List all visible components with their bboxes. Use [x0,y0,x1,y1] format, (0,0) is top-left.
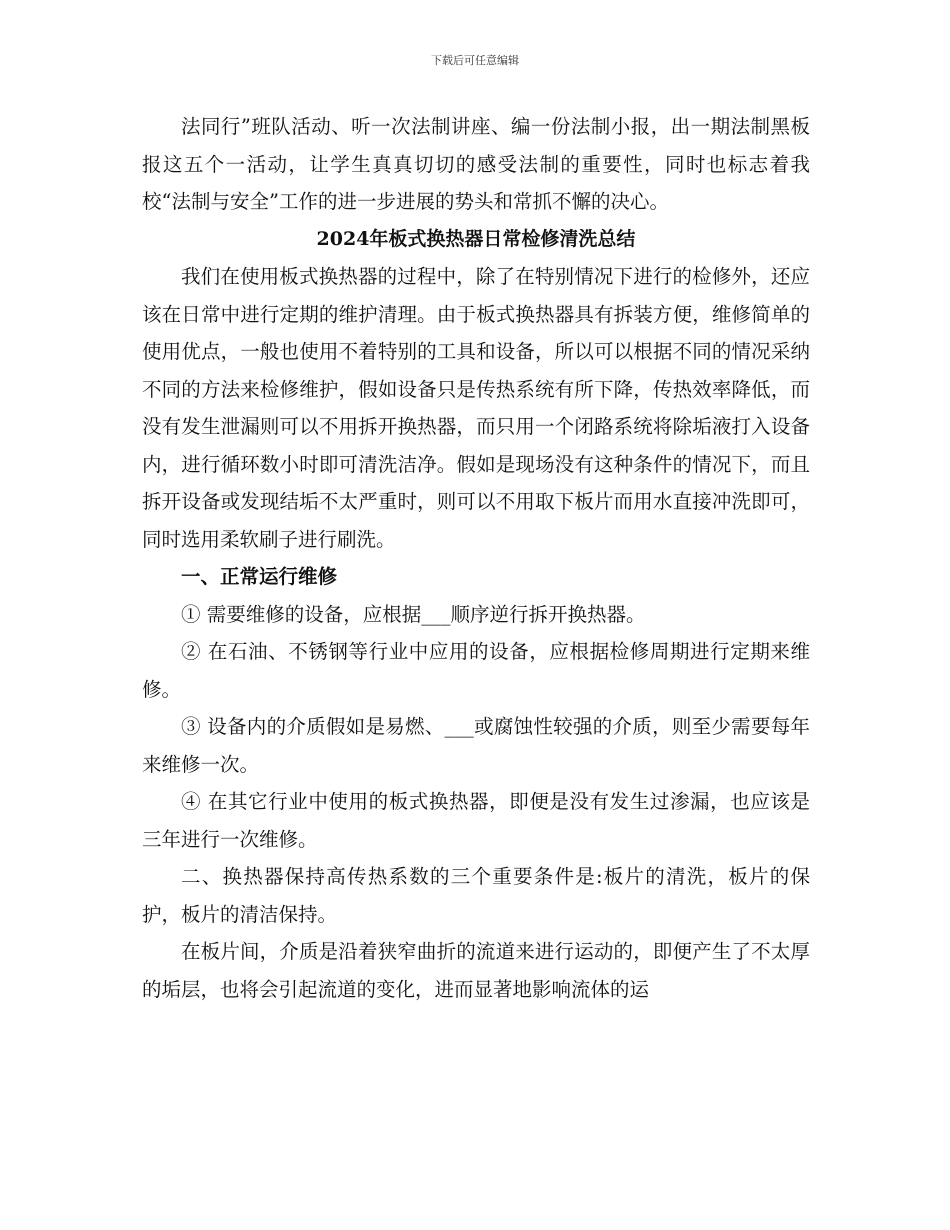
list-item-2: ② 在石油、不锈钢等行业中应用的设备，应根据检修周期进行定期来维修。 [142,640,810,701]
last-paragraph: 在板片间，介质是沿着狭窄曲折的流道来进行运动的，即便产生了不太厚的垢层，也将会引起流道的变化，进而显著地影响流体的运 [142,940,810,1001]
continuation-paragraph: 法同行”班队活动、听一次法制讲座、编一份法制小报，出一期法制黑板报这五个一活动，让学生真真切切的感受法制的重要性，同时也标志着我校“法制与安全”工作的进一步进展的势头和常抓不懈的决心。 [142,115,810,213]
document-title: 2024年板式换热器日常检修清洗总结 [316,227,636,250]
section-2-paragraph: 二、换热器保持高传热系数的三个重要条件是:板片的清洗，板片的保护，板片的清洁保持。 [142,865,810,926]
intro-paragraph: 我们在使用板式换热器的过程中，除了在特别情况下进行的检修外，还应该在日常中进行定期的维护清理。由于板式换热器具有拆装方便，维修简单的使用优点，一般也使用不着特别的工具和设备，所以可以根据不同的情况采纳不同的方法来检修维护，假如设备只是传热系统有所下降，传热效率降低，而没有发生泄漏则可以不用拆开换热器，而只用一个闭路系统将除垢液打入设备内，进行循环数小时即可清洗洁净。假如是现场没有这种条件的情况下，而且拆开设备或发现结垢不太严重时，则可以不用取下板片而用水直接冲洗即可，同时选用柔软刷子进行刷洗。 [142,265,810,551]
page-header: 下载后可任意编辑 [431,54,519,67]
section-heading-1: 一、正常运行维修 [181,565,338,588]
list-item-3: ③ 设备内的介质假如是易燃、___或腐蚀性较强的介质，则至少需要每年来维修一次。 [142,715,810,776]
document-body [142,108,810,1008]
list-item-1: ① 需要维修的设备，应根据___顺序逆行拆开换热器。 [181,602,646,626]
list-item-4: ④ 在其它行业中使用的板式换热器，即便是没有发生过渗漏，也应该是三年进行一次维修。 [142,790,810,851]
